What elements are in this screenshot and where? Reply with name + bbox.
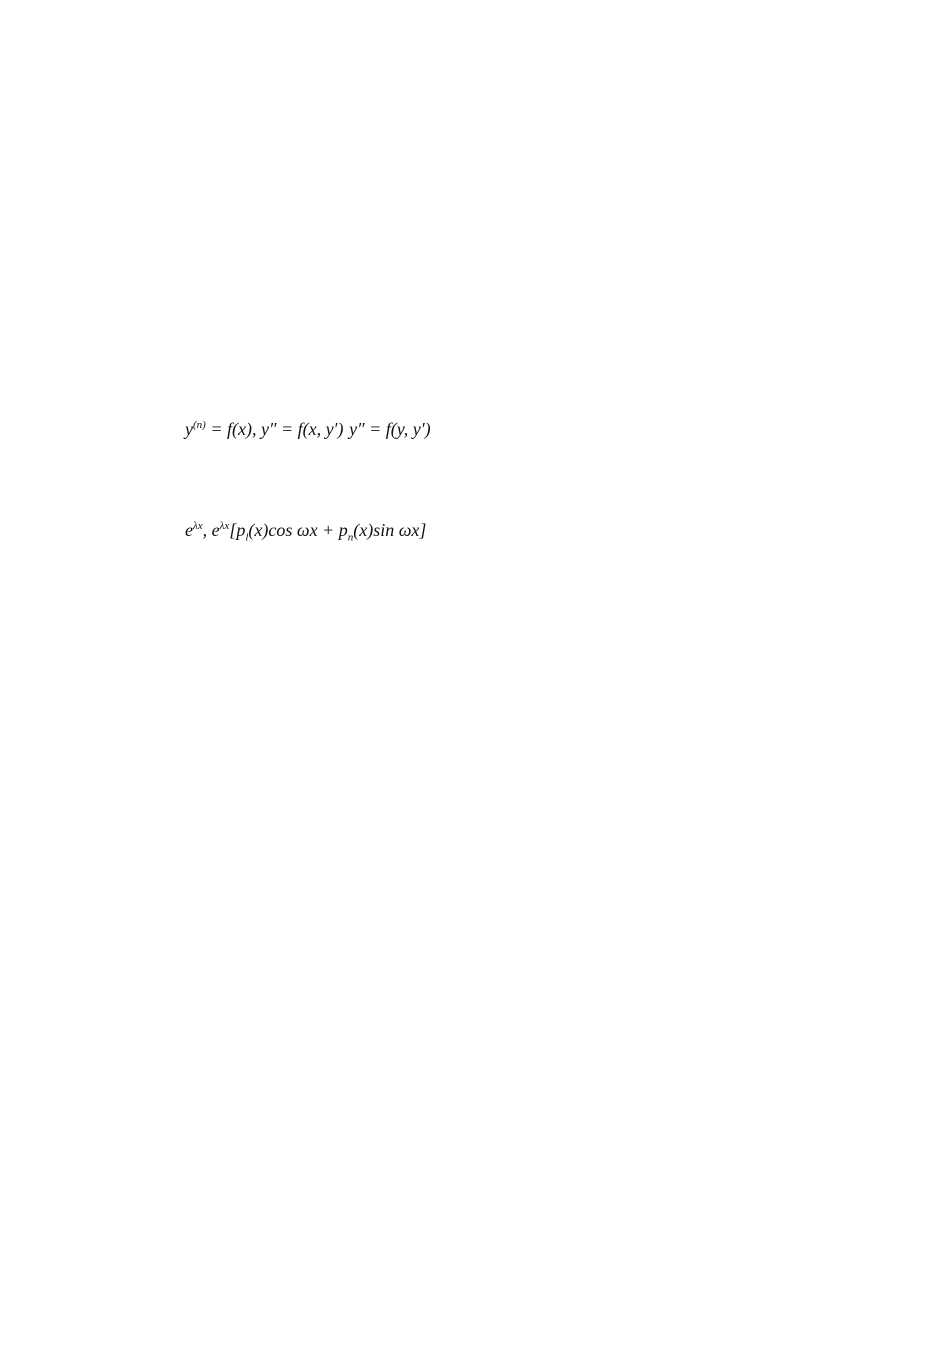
requirement-item xyxy=(145,568,810,593)
requirement-continuation xyxy=(145,543,810,568)
section-item xyxy=(145,720,810,745)
requirements-label xyxy=(145,796,810,821)
requirement-item xyxy=(145,897,810,922)
chapter-heading xyxy=(145,113,810,138)
requirement-item xyxy=(145,948,810,973)
section-item xyxy=(145,265,810,290)
formula: $e^{\lambda x}$, $e^{\lambda x}[p_l(x)\cos$ $\omega x + p_n(x)\sin$ ωx] xyxy=(185,519,427,544)
requirement-continuation xyxy=(145,391,810,416)
section-item xyxy=(145,771,810,796)
requirement-continuation xyxy=(145,973,810,998)
formula: $y^{(n)} = f(x)$, y″ = f(x, y′) xyxy=(185,418,344,439)
section-item xyxy=(145,164,810,189)
section-item xyxy=(145,239,810,264)
chapter-heading xyxy=(145,619,810,644)
requirement-continuation xyxy=(145,923,810,948)
requirement-continuation xyxy=(145,872,810,897)
requirement-item xyxy=(145,341,810,366)
requirement-item xyxy=(145,847,810,872)
section-item xyxy=(145,695,810,720)
requirement-item xyxy=(145,492,810,517)
requirement-item xyxy=(145,417,810,442)
section-item xyxy=(145,189,810,214)
requirement-item xyxy=(145,315,810,340)
requirement-item xyxy=(145,442,810,467)
formula: y″ = f(y, y′) xyxy=(349,418,431,439)
content-label xyxy=(145,644,810,669)
requirement-item xyxy=(145,518,810,543)
section-item xyxy=(145,214,810,239)
requirement-item xyxy=(145,366,810,391)
section-item xyxy=(145,745,810,770)
teaching-method xyxy=(145,594,810,619)
requirement-item xyxy=(145,998,810,1023)
requirements-label xyxy=(145,290,810,315)
page-content xyxy=(145,113,810,1049)
requirement-item xyxy=(145,821,810,846)
requirement-continuation xyxy=(145,467,810,492)
requirement-continuation xyxy=(145,1024,810,1049)
section-item xyxy=(145,670,810,695)
content-label xyxy=(145,138,810,163)
